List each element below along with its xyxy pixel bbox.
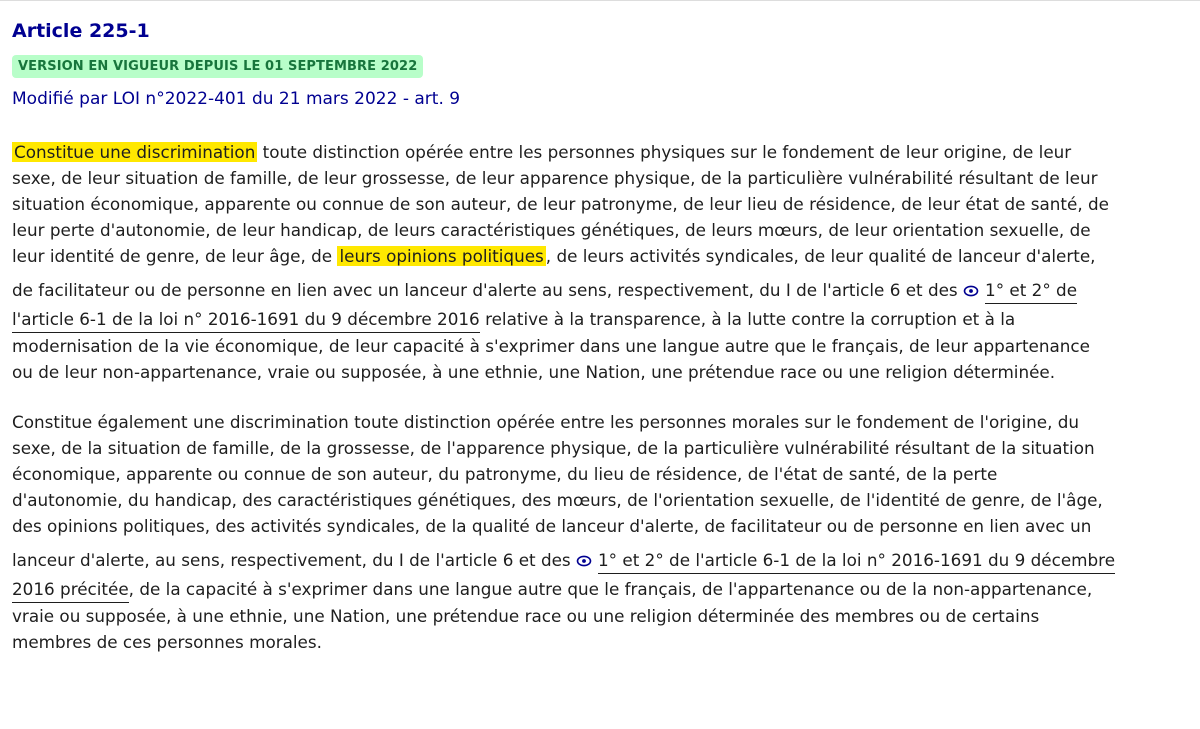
p2-line-4: d'autonomie, du handicap, des caractéristiques génétiques, des mœurs, de l'orientation sexuelle, de l'identité de genre, de l'âge, (12, 490, 1103, 510)
p2-line-9: membres de ces personnes morales. (12, 632, 322, 652)
article-title: Article 225-1 (12, 20, 150, 42)
article-6-1-link-part2[interactable]: l'article 6-1 de la loi n° 2016-1691 du 9 décembre 2016 (12, 309, 480, 333)
p1-line-5: leur identité de genre, de leur âge, de leurs opinions politiques , de leurs activités syndicales, de leur qualité de lanceur d'alerte, (12, 246, 1096, 266)
top-divider (0, 0, 1200, 1)
p1-line-2: sexe, de leur situation de famille, de leur grossesse, de leur apparence physique, de la particulière vulnérabilité résultant de leur (12, 168, 1098, 188)
eye-icon (576, 555, 592, 567)
p1-line-8: modernisation de la vie économique, de leur capacité à s'exprimer dans une langue autre que le français, de leur appartenance (12, 336, 1090, 356)
p1-line-9: ou de leur non-appartenance, vraie ou supposée, à une ethnie, une Nation, une prétendue race ou une religion déterminée. (12, 362, 1056, 382)
p1-line-3: situation économique, apparente ou connue de son auteur, de leur patronyme, de leur lieu de résidence, de leur état de santé, de (12, 194, 1109, 214)
eye-icon (963, 285, 979, 297)
p1-line-1: Constitue une discrimination toute distinction opérée entre les personnes physiques sur le fondement de leur origine, de leur (14, 142, 1072, 162)
article-6-1-link-part1[interactable]: 1° et 2° de (985, 280, 1077, 304)
article-6-1-link-2-part2[interactable]: 2016 précitée (12, 579, 129, 603)
highlight-constitue: Constitue une discrimination (14, 142, 256, 162)
p2-line-2: sexe, de la situation de famille, de la grossesse, de l'apparence physique, de la particulière vulnérabilité résultant de la situation (12, 438, 1095, 458)
modified-by-link[interactable]: Modifié par LOI n°2022-401 du 21 mars 2022 - art. 9 (12, 89, 461, 109)
highlight-opinions: leurs opinions politiques (339, 246, 544, 266)
p2-line-3: économique, apparente ou connue de son auteur, du patronyme, du lieu de résidence, de l'état de santé, de la perte (12, 464, 998, 484)
version-badge: VERSION EN VIGUEUR DEPUIS LE 01 SEPTEMBRE 2022 (12, 55, 423, 78)
article-container (12, 18, 1198, 655)
paragraph-1 (12, 139, 1198, 385)
article-6-1-link-2-part1[interactable]: 1° et 2° de l'article 6-1 de la loi n° 2016-1691 du 9 décembre (598, 550, 1115, 574)
p2-line-5: des opinions politiques, des activités syndicales, de la qualité de lanceur d'alerte, de facilitateur ou de personne en lien avec un (12, 516, 1092, 536)
p1-line-6: de facilitateur ou de personne en lien avec un lanceur d'alerte au sens, respectivement, du I de l'article 6 et des 1° et 2° de (12, 269, 1198, 305)
p2-line-7: 2016 précitée, de la capacité à s'exprimer dans une langue autre que le français, de l'appartenance ou de la non-appartenance, (12, 575, 1198, 603)
p1-line-4: leur perte d'autonomie, de leur handicap, de leurs caractéristiques génétiques, de leurs mœurs, de leur orientation sexuelle, de (12, 220, 1091, 240)
p1-line-7: l'article 6-1 de la loi n° 2016-1691 du 9 décembre 2016 relative à la transparence, à la lutte contre la corruption et à la (12, 305, 1198, 333)
p2-line-8: vraie ou supposée, à une ethnie, une Nation, une prétendue race ou une religion déterminée des membres ou de certains (12, 606, 1040, 626)
paragraph-2 (12, 409, 1198, 655)
p2-line-1: Constitue également une discrimination toute distinction opérée entre les personnes morales sur le fondement de l'origine, du (12, 412, 1080, 432)
p2-line-6: lanceur d'alerte, au sens, respectivement, du I de l'article 6 et des 1° et 2° de l'article 6-1 de la loi n° 2016-1691 du 9 décembre (12, 539, 1198, 575)
